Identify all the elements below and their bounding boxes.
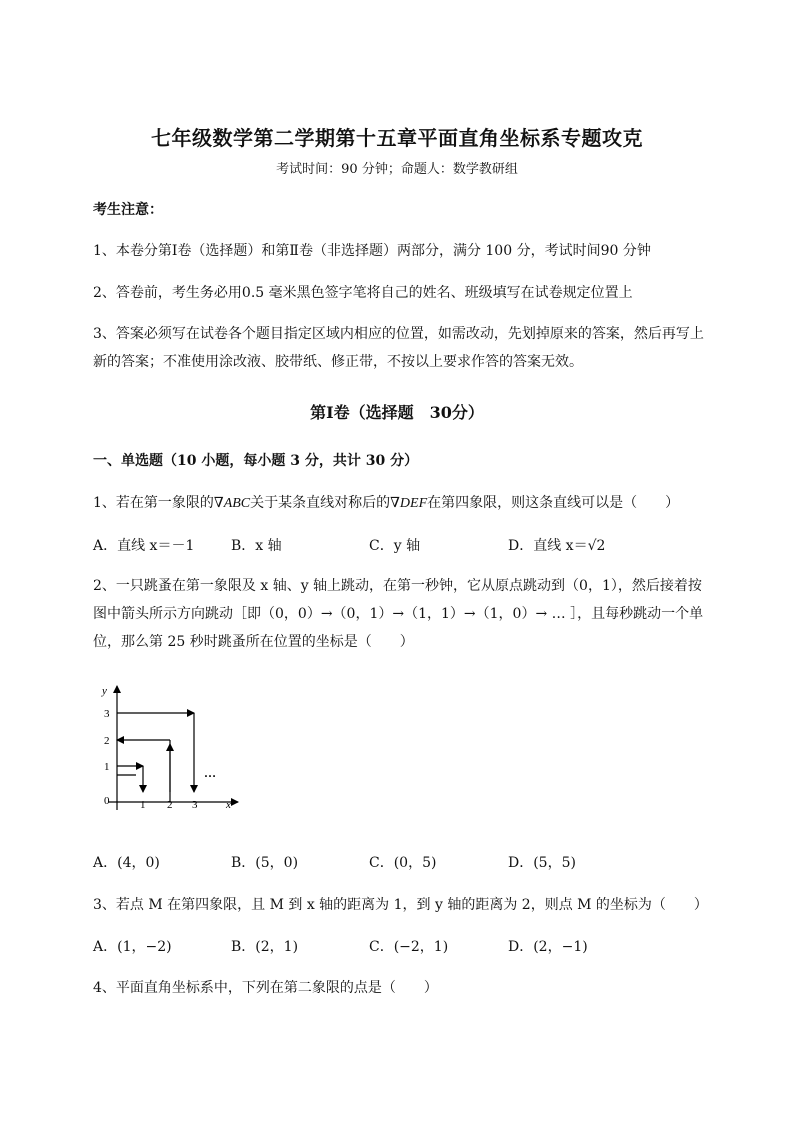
triangle-def: DEF [399,496,428,511]
q1-option-b[interactable]: B．x 轴 [231,538,282,554]
notice-heading: 考生注意： [93,202,163,218]
q1-option-a[interactable]: A．直线 x＝－1 [93,538,195,554]
notice-item-1: 1、本卷分第Ⅰ卷（选择题）和第Ⅱ卷（非选择题）两部分，满分 100 分，考试时间90 分钟 [93,243,651,259]
notice-item-2: 2、答卷前，考生务必用0.5 毫米黑色签字笔将自己的姓名、班级填写在试卷规定位置上 [93,285,633,301]
question-3-stem: 3、若点 M 在第四象限，且 M 到 x 轴的距离为 1，到 y 轴的距离为 2，则点 M 的坐标为（ ） [93,897,708,913]
y-axis-label: y [102,685,107,697]
x-tick-3: 3 [192,799,198,811]
part-title: 一、单选题（10 小题，每小题 3 分，共计 30 分） [93,453,419,469]
question-1-stem-a: 1、若在第一象限的∇ [93,495,224,511]
triangle-abc: ABC [223,496,251,511]
q3-option-d[interactable]: D．(2，−1) [508,939,588,955]
x-axis-label: x [226,799,231,811]
q3-option-b[interactable]: B．(2，1) [231,939,299,955]
q1-option-c[interactable]: C．y 轴 [369,538,421,554]
page-title: 七年级数学第二学期第十五章平面直角坐标系专题攻克 [151,126,643,150]
notice-item-3: 3、答案必须写在试卷各个题目指定区域内相应的位置，如需改动，先划掉原来的答案，然后再写上新的答案；不准使用涂改液、胶带纸、修正带，不按以上要求作答的答案无效。 [93,326,704,370]
origin-label: 0 [104,795,110,807]
section-title: 第Ⅰ卷（选择题 30分） [310,403,484,422]
q2-option-c[interactable]: C．(0，5) [369,855,437,871]
q3-option-c[interactable]: C．(−2，1) [369,939,449,955]
jump-path [117,713,194,802]
y-tick-2: 2 [104,735,110,747]
flea-path-figure [90,680,250,815]
question-1-stem-b: 关于某条直线对称后的∇ [250,495,400,511]
question-1-stem [93,493,679,514]
y-tick-1: 1 [104,761,110,773]
q2-option-d[interactable]: D．(5，5) [508,855,576,871]
x-tick-2: 2 [167,799,173,811]
question-2-stem: 2、一只跳蚤在第一象限及 x 轴、y 轴上跳动，在第一秒钟，它从原点跳动到（0，1），然后接着按图中箭头所示方向跳动［即（0，0）→（0，1）→（1，1）→（1，0）→ … ］，且每秒跳动一个单位，那么第 25 秒时跳蚤所在位置的坐标是（ ） [93,578,704,650]
y-tick-3: 3 [104,708,110,720]
q2-option-a[interactable]: A．(4，0) [93,855,160,871]
q2-option-b[interactable]: B．(5，0) [231,855,299,871]
q3-option-a[interactable]: A．(1，−2) [93,939,172,955]
ellipsis: … [204,766,216,780]
exam-info: 考试时间：90 分钟；命题人：数学教研组 [276,162,518,177]
q1-option-d[interactable]: D．直线 x＝√2 [508,538,606,554]
x-tick-1: 1 [140,799,146,811]
question-1-stem-c: 在第四象限，则这条直线可以是（ ） [427,495,680,511]
question-4-stem: 4、平面直角坐标系中，下列在第二象限的点是（ ） [93,980,438,996]
